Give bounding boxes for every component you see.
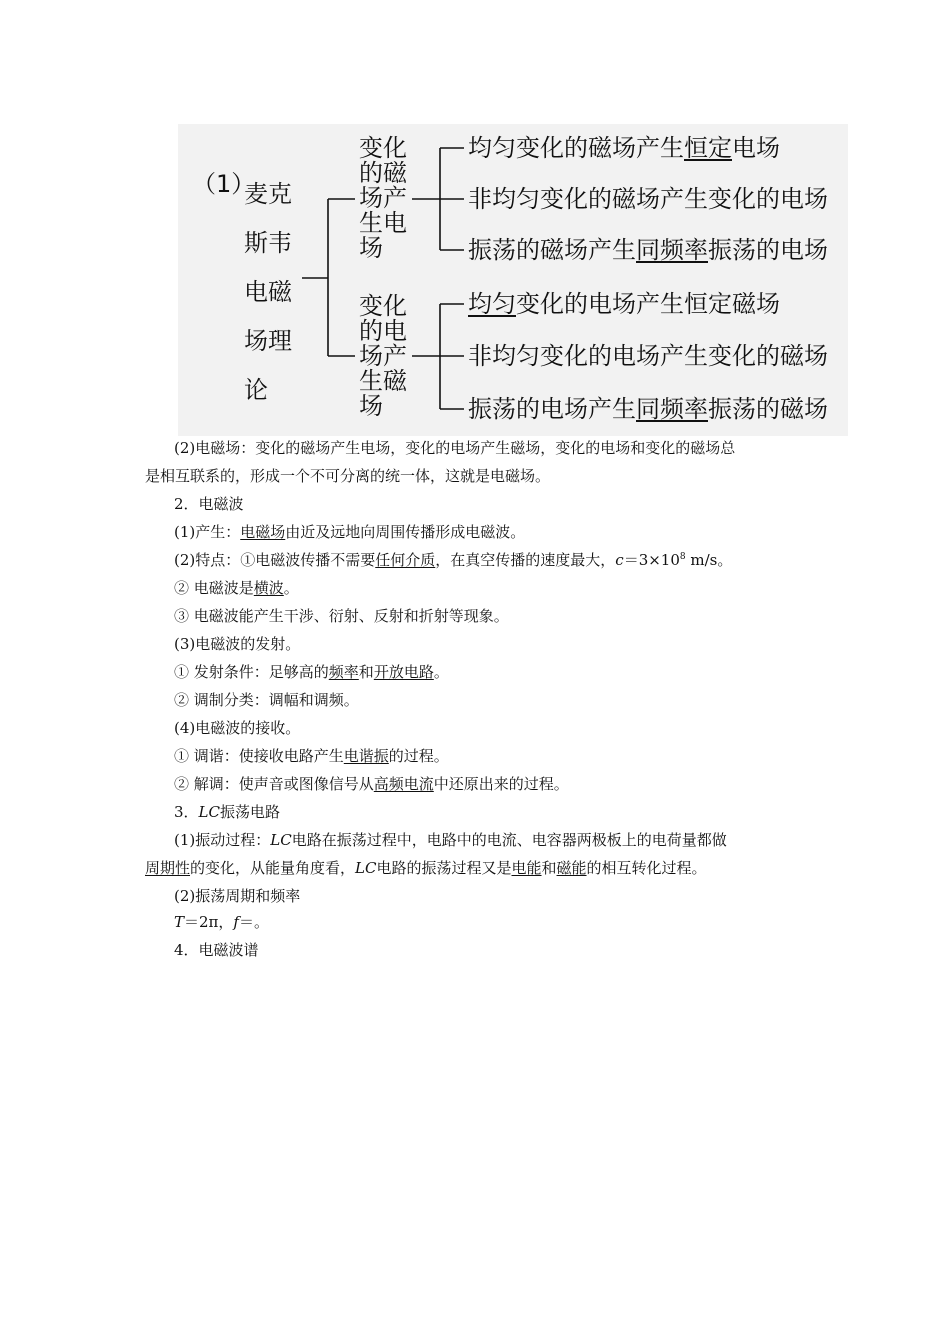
b1-item-uniform bbox=[468, 136, 780, 160]
b1-item-text: 均匀变化的磁场产生 bbox=[468, 134, 684, 162]
underlined-answer: 开放电路 bbox=[373, 663, 434, 681]
underlined-answer: 横波 bbox=[253, 579, 284, 597]
text: (1)振动过程： bbox=[174, 831, 271, 849]
emission-conditions bbox=[174, 662, 449, 682]
b1-item-nonuniform bbox=[468, 187, 828, 211]
period-frequency-heading: (2)振荡周期和频率 bbox=[174, 887, 301, 905]
text: 电路在振荡过程中，电路中的电流、电容器两极板上的电荷量都做 bbox=[291, 831, 727, 849]
tuning bbox=[174, 746, 449, 766]
b1-item-underlined: 恒定 bbox=[684, 134, 732, 162]
section-heading-lc-circuit bbox=[174, 802, 280, 822]
text: 振荡电路 bbox=[220, 803, 281, 821]
branch2-line: 场 bbox=[359, 392, 383, 420]
text: 中还原出来的过程。 bbox=[433, 775, 569, 793]
branch-magnetic-to-electric bbox=[359, 136, 407, 261]
section-heading-em-spectrum: 4．电磁波谱 bbox=[174, 941, 259, 959]
em-wave-features bbox=[174, 550, 732, 570]
var-f: f bbox=[233, 913, 239, 931]
em-wave-transverse bbox=[174, 578, 299, 598]
var-lc: LC bbox=[355, 859, 377, 877]
section-heading-em-wave: 2．电磁波 bbox=[174, 495, 244, 513]
underlined-answer: 电磁场 bbox=[240, 523, 286, 541]
underlined-answer: 电能 bbox=[511, 859, 542, 877]
text: ② 解调：使声音或图像信号从 bbox=[174, 775, 374, 793]
b2-item-text: 非均匀变化的电场产生变化的磁场 bbox=[468, 342, 828, 370]
b1-item-text: 电场 bbox=[732, 134, 780, 162]
text: 3． bbox=[174, 803, 199, 821]
text: ② 电磁波是 bbox=[174, 579, 254, 597]
diagram-root-label bbox=[244, 170, 292, 415]
text: 和 bbox=[541, 859, 557, 877]
branch1-line: 变化 bbox=[359, 134, 407, 162]
branch1-line: 的磁 bbox=[359, 159, 407, 187]
em-wave-generation bbox=[174, 522, 525, 542]
oscillation-process-2 bbox=[145, 858, 707, 878]
b1-item-text: 振荡的电场 bbox=[708, 236, 828, 264]
em-wave-emission: (3)电磁波的发射。 bbox=[174, 635, 301, 653]
modulation-types: ② 调制分类：调幅和调频。 bbox=[174, 691, 359, 709]
underlined-answer: 磁能 bbox=[556, 859, 587, 877]
text: (1)产生： bbox=[174, 523, 241, 541]
underlined-answer: 周期性 bbox=[145, 859, 191, 877]
underlined-answer: 频率 bbox=[328, 663, 359, 681]
branch1-line: 生电 bbox=[359, 209, 407, 237]
em-wave-reception: (4)电磁波的接收。 bbox=[174, 719, 301, 737]
b2-item-text: 变化的电场产生恒定磁场 bbox=[516, 290, 780, 318]
para-em-field-2: 是相互联系的，形成一个不可分离的统一体，这就是电磁场。 bbox=[145, 467, 551, 485]
text: ① 调谐：使接收电路产生 bbox=[174, 747, 344, 765]
diagram-prefix: （1） bbox=[192, 170, 256, 198]
branch2-line: 场产 bbox=[359, 342, 407, 370]
text: 电路的振荡过程又是 bbox=[376, 859, 512, 877]
var-lc: LC bbox=[198, 803, 220, 821]
b1-item-text: 非均匀变化的磁场产生变化的电场 bbox=[468, 185, 828, 213]
var-lc: LC bbox=[270, 831, 292, 849]
text: 。 bbox=[433, 663, 449, 681]
text: 由近及远地向周围传播形成电磁波。 bbox=[285, 523, 526, 541]
text: 的变化，从能量角度看， bbox=[190, 859, 356, 877]
text: ＝2π， bbox=[184, 913, 234, 931]
branch2-line: 变化 bbox=[359, 292, 407, 320]
b1-item-underlined: 同频率 bbox=[636, 236, 708, 264]
text: ① 发射条件：足够高的 bbox=[174, 663, 329, 681]
text: 和 bbox=[358, 663, 374, 681]
text: ＝3×10 bbox=[623, 551, 680, 569]
root-line: 斯韦 bbox=[244, 229, 292, 257]
underlined-answer: 高频电流 bbox=[373, 775, 434, 793]
period-frequency-formula bbox=[174, 912, 269, 932]
text: m/s。 bbox=[685, 551, 733, 569]
text: 的过程。 bbox=[388, 747, 449, 765]
exponent: 8 bbox=[679, 552, 686, 562]
b1-item-text: 振荡的磁场产生 bbox=[468, 236, 636, 264]
branch-electric-to-magnetic bbox=[359, 294, 407, 419]
em-theory-diagram bbox=[178, 124, 848, 436]
text: ＝。 bbox=[238, 913, 269, 931]
branch2-line: 的电 bbox=[359, 317, 407, 345]
b2-item-text: 振荡的电场产生 bbox=[468, 395, 636, 423]
text: ，在真空传播的速度最大， bbox=[435, 551, 616, 569]
demodulation bbox=[174, 774, 569, 794]
em-wave-phenomena: ③ 电磁波能产生干涉、衍射、反射和折射等现象。 bbox=[174, 607, 509, 625]
text: 。 bbox=[283, 579, 299, 597]
oscillation-process-1 bbox=[174, 830, 727, 850]
text: (2)特点：①电磁波传播不需要 bbox=[174, 551, 376, 569]
b2-item-underlined: 同频率 bbox=[636, 395, 708, 423]
b2-item-uniform bbox=[468, 292, 780, 316]
b1-item-oscillating bbox=[468, 238, 828, 262]
root-line: 论 bbox=[244, 376, 268, 404]
branch1-line: 场产 bbox=[359, 184, 407, 212]
root-line: 场理 bbox=[244, 327, 292, 355]
b2-item-underlined: 均匀 bbox=[468, 290, 516, 318]
underlined-answer: 电谐振 bbox=[343, 747, 389, 765]
b2-item-text: 振荡的磁场 bbox=[708, 395, 828, 423]
para-em-field-1: (2)电磁场：变化的磁场产生电场，变化的电场产生磁场，变化的电场和变化的磁场总 bbox=[174, 439, 736, 457]
b2-item-nonuniform bbox=[468, 344, 828, 368]
branch2-line: 生磁 bbox=[359, 367, 407, 395]
text: 的相互转化过程。 bbox=[586, 859, 707, 877]
branch1-line: 场 bbox=[359, 234, 383, 262]
underlined-answer: 任何介质 bbox=[375, 551, 436, 569]
root-line: 电磁 bbox=[244, 278, 292, 306]
var-t: T bbox=[174, 913, 185, 931]
b2-item-oscillating bbox=[468, 397, 828, 421]
root-line: 麦克 bbox=[244, 180, 292, 208]
var-c: c bbox=[615, 551, 624, 569]
